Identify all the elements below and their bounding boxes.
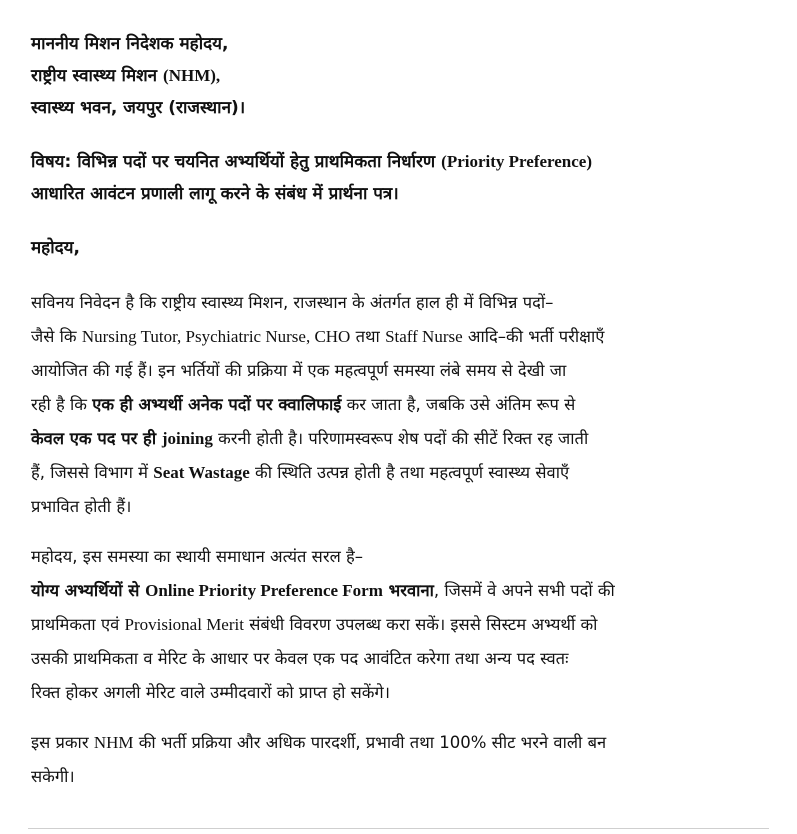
para1-line-6: [31, 456, 779, 490]
para1-line-3: आयोजित की गई हैं। इन भर्तियों की प्रक्रिया में एक महत्वपूर्ण समस्या लंबे समय से देखी जा: [31, 361, 567, 380]
para1-l5-bold: केवल एक पद पर ही: [31, 429, 162, 448]
para1-l6-c: की स्थिति उत्पन्न होती है तथा महत्वपूर्ण स्वास्थ्य सेवाएँ: [249, 463, 570, 482]
para2-l2-bold-a: योग्य अभ्यर्थियों से: [31, 581, 146, 600]
bottom-divider: [28, 828, 769, 829]
paragraph-2: [31, 540, 779, 710]
subject-block: [31, 146, 779, 210]
para1-l6-a: हैं, जिससे विभाग में: [31, 463, 154, 482]
para1-l2-c: तथा: [350, 327, 386, 346]
para2-l3-a: प्राथमिकता एवं: [31, 615, 125, 634]
para1-l2-e: आदि–की भर्ती परीक्षाएँ: [462, 327, 605, 346]
para2-line-4: उसकी प्राथमिकता व मेरिट के आधार पर केवल एक पद आवंटित करेगा तथा अन्य पद स्वतः: [31, 649, 569, 668]
para2-line-5: रिक्त होकर अगली मेरिट वाले उम्मीदवारों को प्राप्त हो सकेंगे।: [31, 683, 390, 702]
para2-line-2: [31, 574, 779, 608]
para1-l2-staff-nurse: Staff Nurse: [385, 327, 463, 346]
address-line-3: स्वास्थ्य भवन, जयपुर (राजस्थान)।: [31, 98, 246, 118]
recipient-address: [31, 28, 779, 124]
para2-l3-merit: Provisional Merit: [124, 615, 244, 634]
address-line-2-hindi: राष्ट्रीय स्वास्थ्य मिशन: [31, 66, 164, 86]
para2-l2-d: , जिसमें वे अपने सभी पदों की: [433, 581, 615, 600]
para3-line-1: [31, 726, 779, 760]
subject-line-1-hindi: विषय: विभिन्न पदों पर चयनित अभ्यर्थियों हेतु प्राथमिकता निर्धारण: [31, 152, 442, 172]
para2-line-1: महोदय, इस समस्या का स्थायी समाधान अत्यंत सरल है–: [31, 547, 364, 566]
subject-line-1: [31, 146, 779, 178]
para1-l6-seat-wastage: Seat Wastage: [153, 463, 250, 482]
para1-l2-posts: Nursing Tutor, Psychiatric Nurse, CHO: [81, 327, 351, 346]
address-line-2: [31, 60, 779, 92]
para2-l3-c: संबंधी विवरण उपलब्ध करा सकें। इससे सिस्टम अभ्यर्थी को: [243, 615, 598, 634]
para3-l1-a: इस प्रकार: [31, 733, 94, 752]
para1-line-4: [31, 388, 779, 422]
para1-l5-joining: joining: [161, 429, 213, 448]
para1-l5-c: करनी होती है। परिणामस्वरूप शेष पदों की सीटें रिक्त रह जाती: [212, 429, 589, 448]
para2-l2-bold-c: भरवाना: [382, 581, 434, 600]
para3-line-2: सकेगी।: [31, 767, 75, 786]
para3-l1-c: की भर्ती प्रक्रिया और अधिक पारदर्शी, प्रभावी तथा 100% सीट भरने वाली बन: [133, 733, 607, 752]
para1-l4-bold: एक ही अभ्यर्थी अनेक पदों पर क्वालिफाई: [92, 395, 342, 414]
para1-line-2: [31, 320, 779, 354]
address-line-2-nhm: (NHM),: [163, 66, 221, 85]
para1-l2-a: जैसे कि: [31, 327, 82, 346]
para1-line-5: [31, 422, 779, 456]
para2-l2-form-name: Online Priority Preference Form: [145, 581, 383, 600]
para3-l1-nhm: NHM: [93, 733, 134, 752]
para1-l4-c: कर जाता है, जबकि उसे अंतिम रूप से: [341, 395, 576, 414]
para1-line-7: प्रभावित होती हैं।: [31, 497, 132, 516]
paragraph-3: [31, 726, 779, 794]
subject-line-2: आधारित आवंटन प्रणाली लागू करने के संबंध में प्रार्थना पत्र।: [31, 184, 399, 204]
subject-line-1-english: (Priority Preference): [441, 152, 593, 171]
para1-l4-a: रही है कि: [31, 395, 93, 414]
salutation: महोदय,: [31, 238, 80, 258]
para1-line-1: सविनय निवेदन है कि राष्ट्रीय स्वास्थ्य मिशन, राजस्थान के अंतर्गत हाल ही में विभिन्न पदों–: [31, 293, 554, 312]
para2-line-3: [31, 608, 779, 642]
paragraph-1: [31, 286, 779, 524]
address-line-1: माननीय मिशन निदेशक महोदय,: [31, 34, 229, 54]
